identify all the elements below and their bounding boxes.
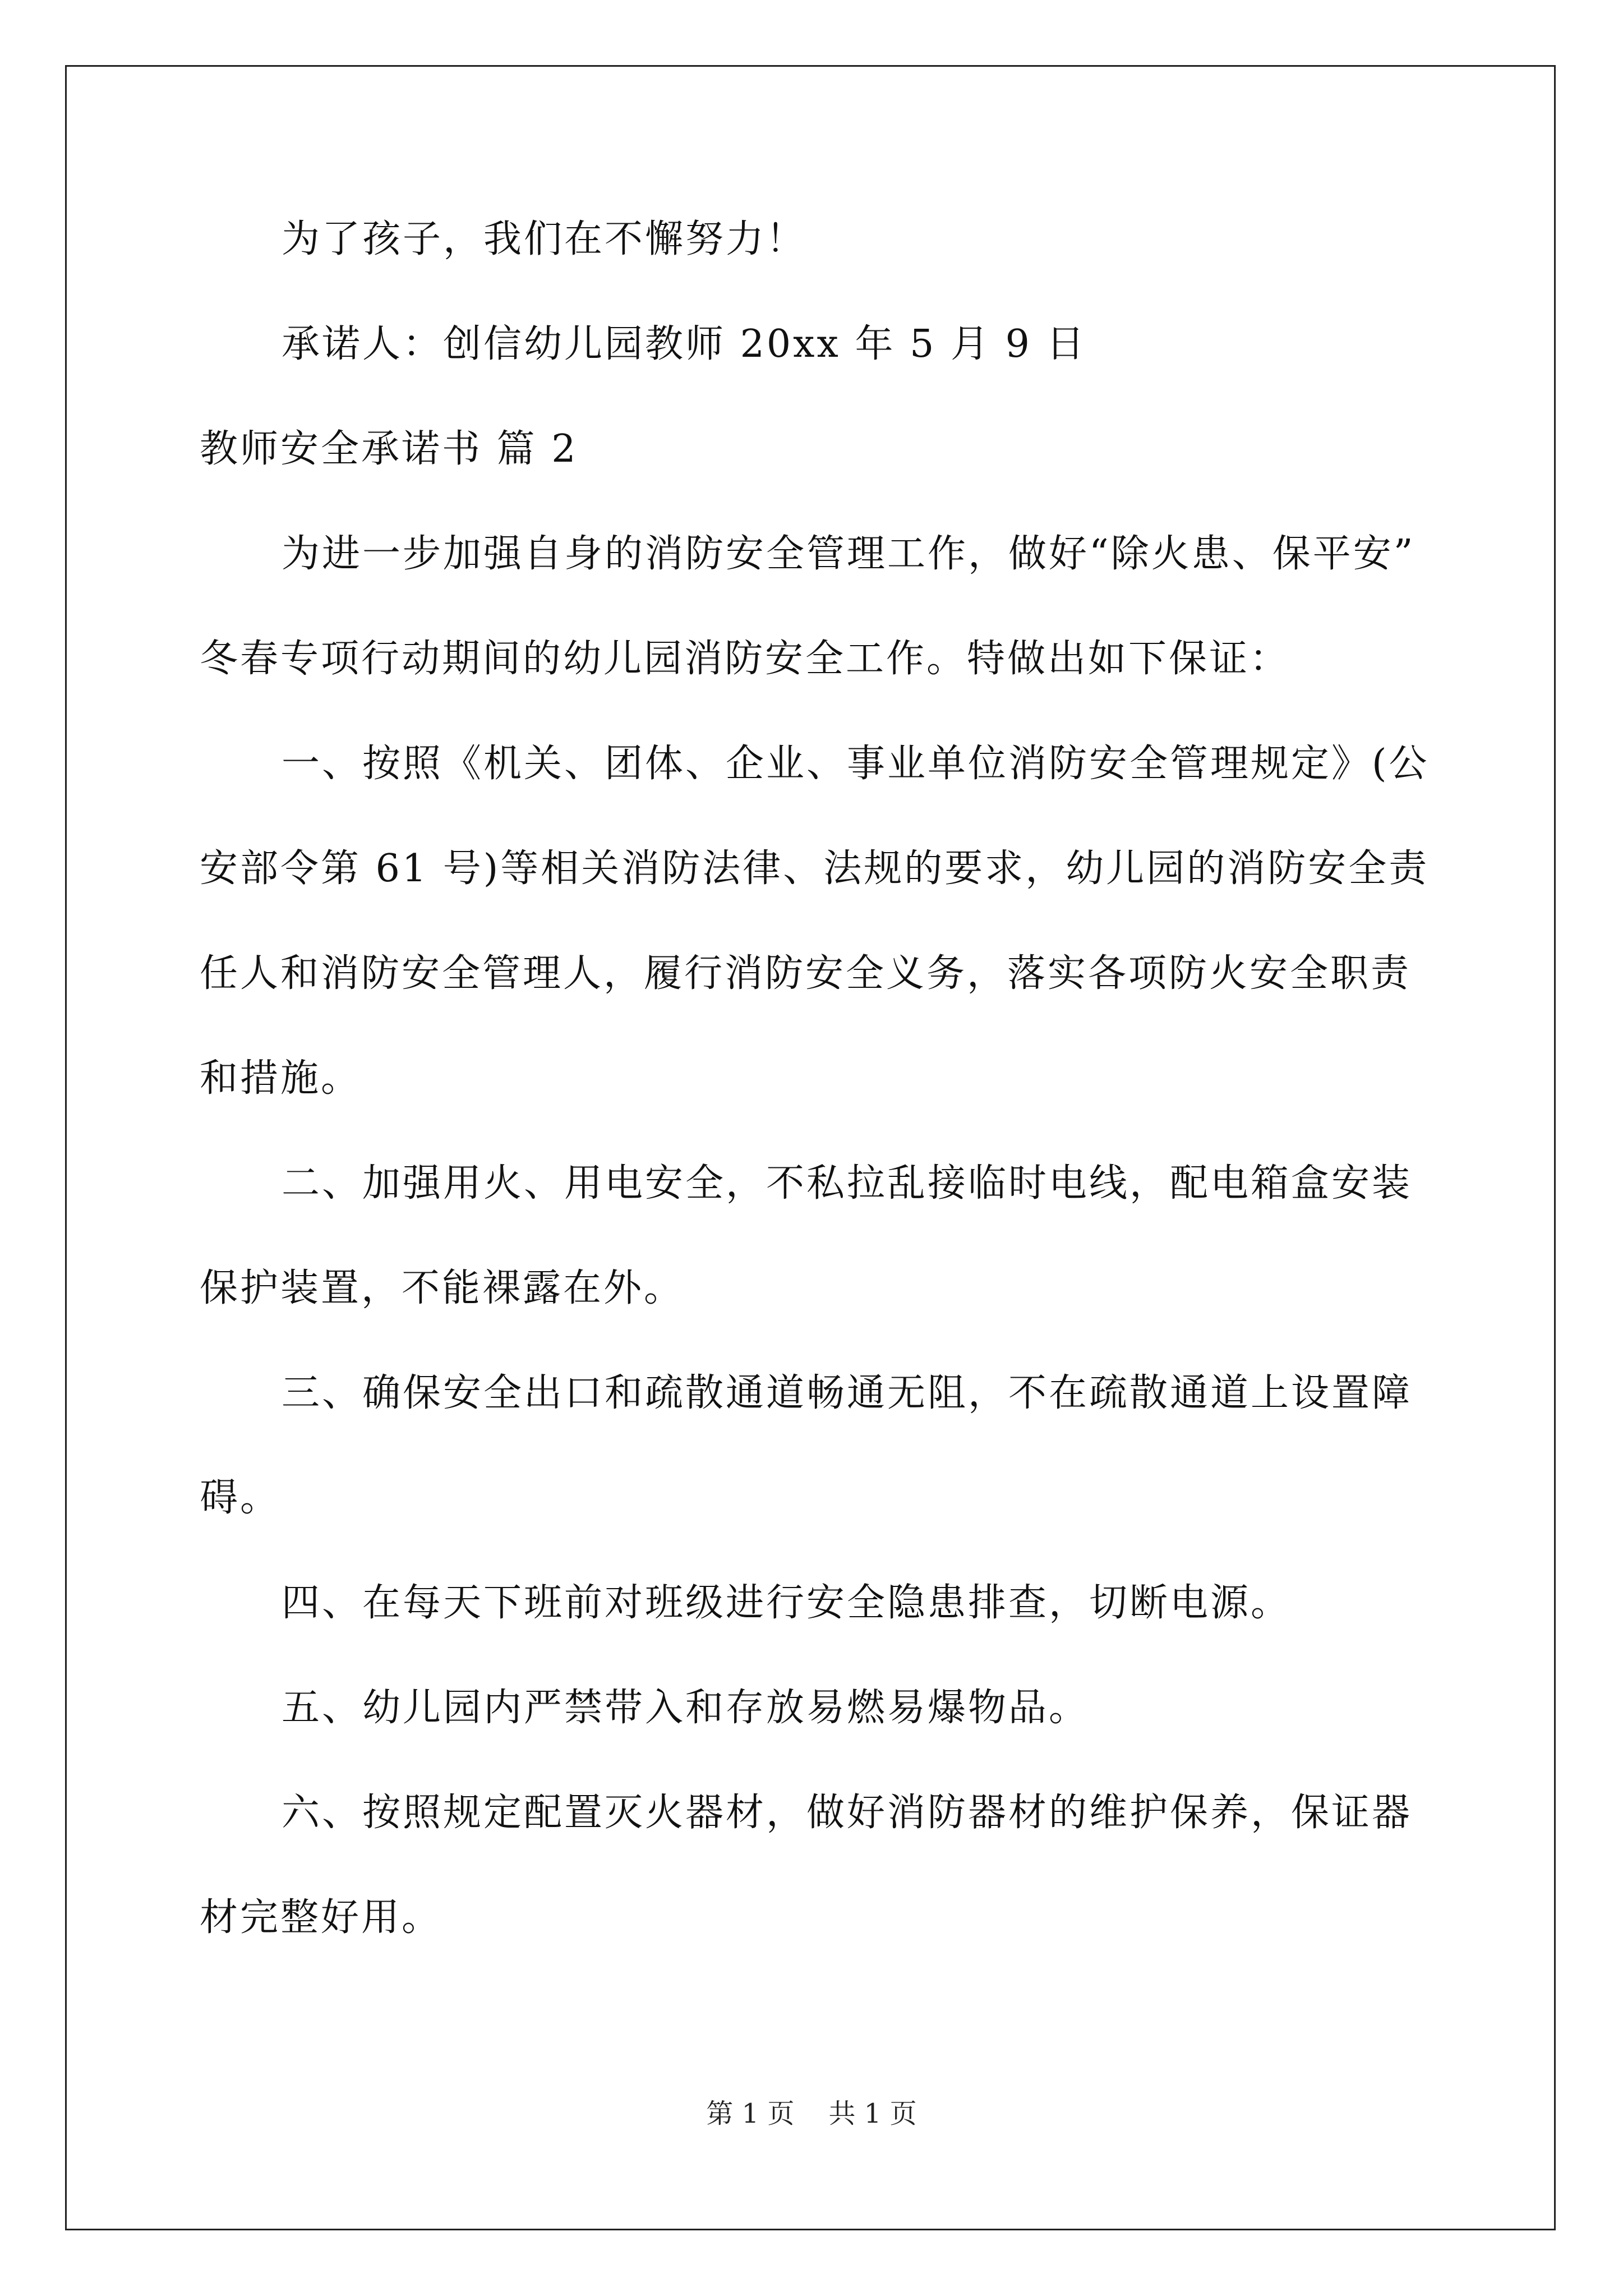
para-line: 材完整好用。 bbox=[200, 1895, 442, 1940]
para-line: 三、确保安全出口和疏散通道畅通无阻，不在疏散通道上设置障 bbox=[282, 1371, 1413, 1415]
para-line: 为进一步加强自身的消防安全管理工作，做好“除火患、保平安” bbox=[282, 532, 1415, 576]
para-line: 任人和消防安全管理人，履行消防安全义务，落实各项防火安全职责 bbox=[200, 951, 1412, 996]
document-body bbox=[200, 213, 1428, 1944]
para-line: 五、幼儿园内严禁带入和存放易燃易爆物品。 bbox=[282, 1686, 1090, 1730]
page-number-footer: 第 1 页 共 1 页 bbox=[706, 2098, 917, 2129]
para-line: 二、加强用火、用电安全，不私拉乱接临时电线，配电箱盒安装 bbox=[282, 1161, 1413, 1205]
para-line: 六、按照规定配置灭火器材，做好消防器材的维护保养，保证器 bbox=[282, 1791, 1413, 1835]
para-line: 和措施。 bbox=[200, 1056, 362, 1101]
para-line: 保护装置，不能裸露在外。 bbox=[200, 1266, 685, 1310]
section-heading: 教师安全承诺书 篇 2 bbox=[200, 427, 578, 471]
para-line: 碍。 bbox=[200, 1476, 281, 1520]
para-line: 冬春专项行动期间的幼儿园消防安全工作。特做出如下保证： bbox=[200, 637, 1290, 681]
para-line: 一、按照《机关、团体、企业、事业单位消防安全管理规定》(公 bbox=[282, 742, 1430, 786]
signature-line: 承诺人：创信幼儿园教师 20xx 年 5 月 9 日 bbox=[282, 322, 1087, 366]
para-line: 为了孩子，我们在不懈努力！ bbox=[282, 217, 807, 261]
para-line: 安部令第 61 号)等相关消防法律、法规的要求，幼儿园的消防安全责 bbox=[200, 846, 1430, 891]
para-line: 四、在每天下班前对班级进行安全隐患排查，切断电源。 bbox=[282, 1581, 1292, 1625]
